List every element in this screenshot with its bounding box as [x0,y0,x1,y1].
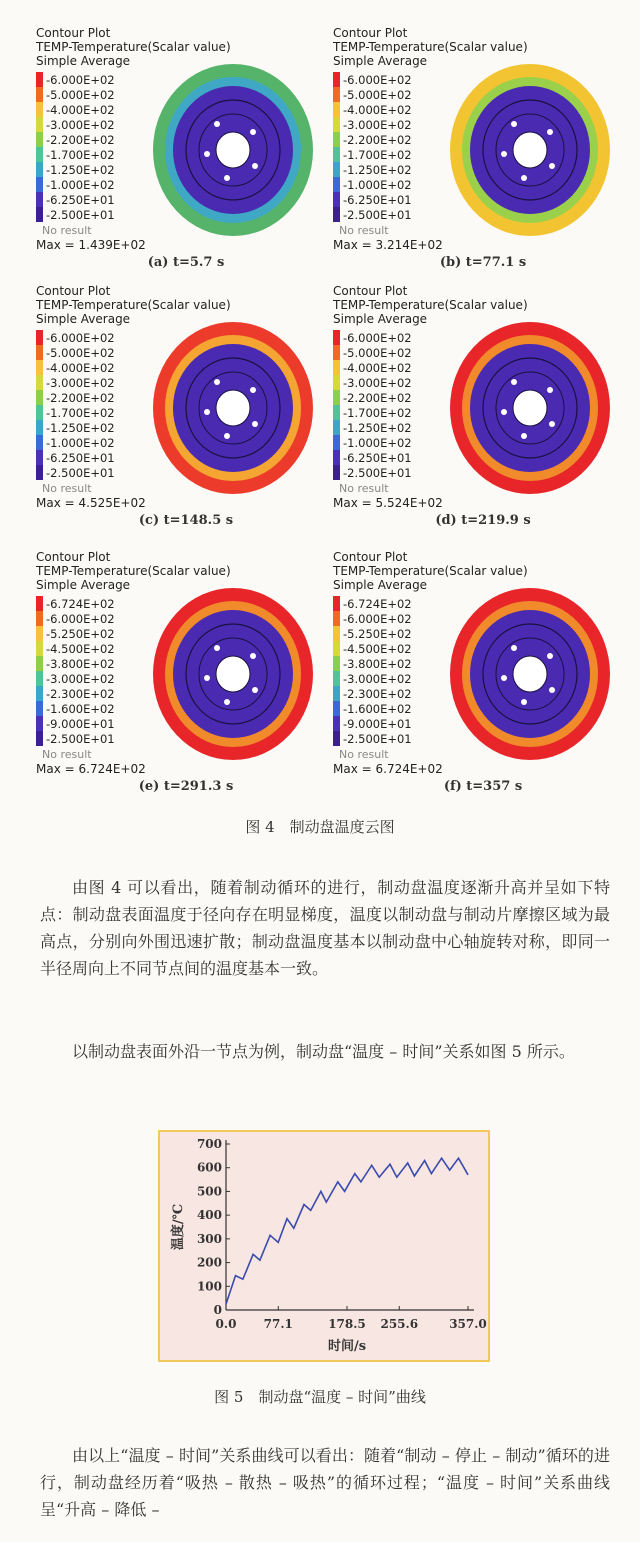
legend-row [333,656,453,671]
paragraph-3: 由以上“温度 – 时间”关系曲线可以看出：随着“制动 – 停止 – 制动”循环的进行，制动盘经历着“吸热 – 散热 – 吸热”的循环过程；“温度 – 时间”关系曲线呈“升高 – 降低 – [40,1446,610,1519]
legend-row [36,177,156,192]
x-tick-label: 0.0 [215,1317,237,1331]
legend-swatch [36,731,43,746]
fig5-caption: 图 5 制动盘“温度 – 时间”曲线 [214,1388,426,1406]
legend-row [36,102,156,117]
legend-row [333,375,453,390]
color-legend [333,72,453,222]
temperature-time-chart [158,1130,490,1362]
legend-header-line3: Simple Average [333,312,428,326]
legend-swatch [333,611,340,626]
legend-row [36,147,156,162]
legend-swatch [333,701,340,716]
bolt-hole [549,163,555,169]
legend-row [36,611,156,626]
legend-value: -3.000E+02 [343,117,412,132]
legend-value: -6.000E+02 [46,611,115,626]
legend-value: -6.000E+02 [343,72,412,87]
legend-swatch [36,390,43,405]
bolt-hole [252,421,258,427]
legend-header-line3: Simple Average [36,312,131,326]
legend-swatch [333,420,340,435]
legend-row [333,626,453,641]
legend-header-line1: Contour Plot [36,26,111,40]
max-value: Max = 5.524E+02 [333,496,443,510]
legend-value: -6.724E+02 [46,596,115,611]
bolt-hole [224,433,230,439]
legend-row [333,177,453,192]
y-tick-label: 300 [196,1231,222,1246]
legend-row [333,671,453,686]
legend-header-line2: TEMP-Temperature(Scalar value) [333,564,528,578]
legend-value: -6.000E+02 [343,330,412,345]
temperature-series-line [226,1158,468,1304]
legend-swatch [36,192,43,207]
subfigure-caption: (f) t=357 s [443,779,523,794]
brake-disc-contour [148,586,318,764]
legend-swatch [333,360,340,375]
legend-row [36,626,156,641]
legend-header-line1: Contour Plot [333,550,408,564]
legend-row [36,671,156,686]
legend-value: -6.250E+01 [46,450,115,465]
legend-value: -2.500E+01 [343,207,412,222]
y-tick-label: 500 [196,1184,222,1199]
legend-swatch [333,671,340,686]
legend-row [36,701,156,716]
legend-row [36,162,156,177]
legend-value: -3.000E+02 [343,671,412,686]
legend-header-line1: Contour Plot [36,550,111,564]
y-axis-label: 温度/℃ [171,1203,186,1251]
legend-row [333,701,453,716]
bolt-hole [204,409,210,415]
legend-row [36,87,156,102]
legend-value: -6.000E+02 [343,611,412,626]
legend-header-line3: Simple Average [333,578,428,592]
contour-panel-c [36,284,336,546]
legend-swatch [333,147,340,162]
y-tick-label: 100 [196,1279,222,1294]
bolt-hole [547,129,553,135]
legend-swatch [36,117,43,132]
center-bore [513,390,547,426]
no-result-label: No result [339,748,389,761]
legend-row [36,375,156,390]
legend-row [333,162,453,177]
x-tick-label: 255.6 [380,1317,419,1331]
legend-header-line2: TEMP-Temperature(Scalar value) [36,564,231,578]
legend-value: -2.200E+02 [46,132,115,147]
subfigure-caption: (e) t=291.3 s [138,779,234,794]
legend-row [333,102,453,117]
legend-row [333,450,453,465]
no-result-label: No result [42,748,92,761]
legend-swatch [333,132,340,147]
legend-value: -5.250E+02 [46,626,115,641]
legend-value: -2.200E+02 [343,390,412,405]
contour-panel-e [36,550,336,812]
legend-value: -5.000E+02 [343,345,412,360]
legend-swatch [333,102,340,117]
legend-row [333,596,453,611]
bolt-hole [214,121,220,127]
x-tick-label: 178.5 [328,1317,366,1331]
legend-value: -1.600E+02 [343,701,412,716]
legend-swatch [333,390,340,405]
contour-panel-b [333,26,633,288]
bolt-hole [521,699,527,705]
legend-row [36,72,156,87]
legend-value: -6.250E+01 [343,192,412,207]
x-tick-label: 357.0 [449,1317,487,1331]
no-result-label: No result [42,482,92,495]
legend-swatch [333,117,340,132]
legend-value: -5.250E+02 [343,626,412,641]
bolt-hole [224,699,230,705]
legend-row [36,330,156,345]
subfigure-caption: (b) t=77.1 s [439,255,527,270]
bolt-hole [547,653,553,659]
legend-swatch [36,147,43,162]
legend-swatch [36,177,43,192]
legend-row [36,450,156,465]
legend-value: -5.000E+02 [46,87,115,102]
legend-swatch [333,641,340,656]
max-value: Max = 3.214E+02 [333,238,443,252]
contour-panel-a [36,26,336,288]
legend-value: -2.500E+01 [343,731,412,746]
legend-swatch [333,626,340,641]
legend-value: -2.500E+01 [343,465,412,480]
legend-swatch [36,641,43,656]
legend-row [333,405,453,420]
subfigure-caption: (c) t=148.5 s [138,513,234,528]
bolt-hole [250,129,256,135]
legend-row [36,390,156,405]
bolt-hole [521,175,527,181]
chart-svg [160,1132,488,1360]
legend-value: -6.000E+02 [46,330,115,345]
legend-swatch [36,420,43,435]
bolt-hole [501,151,507,157]
legend-swatch [333,435,340,450]
max-value: Max = 1.439E+02 [36,238,146,252]
legend-row [333,87,453,102]
legend-row [333,716,453,731]
legend-swatch [333,465,340,480]
legend-swatch [333,405,340,420]
legend-value: -4.000E+02 [343,102,412,117]
y-tick-label: 200 [196,1255,222,1270]
legend-row [36,596,156,611]
legend-value: -1.250E+02 [46,420,115,435]
max-value: Max = 4.525E+02 [36,496,146,510]
contour-panel-d [333,284,633,546]
legend-row [333,731,453,746]
max-value: Max = 6.724E+02 [333,762,443,776]
legend-row [333,72,453,87]
legend-swatch [333,686,340,701]
legend-value: -4.500E+02 [343,641,412,656]
legend-swatch [36,87,43,102]
brake-disc-contour [445,320,615,498]
legend-swatch [36,72,43,87]
legend-row [36,686,156,701]
legend-row [333,435,453,450]
legend-swatch [36,450,43,465]
legend-value: -1.250E+02 [343,420,412,435]
bolt-hole [501,409,507,415]
legend-value: -1.700E+02 [343,405,412,420]
legend-row [333,641,453,656]
legend-row [333,117,453,132]
legend-value: -1.000E+02 [46,435,115,450]
center-bore [216,132,250,168]
legend-row [333,686,453,701]
bolt-hole [549,421,555,427]
bolt-hole [214,379,220,385]
x-tick-label: 77.1 [263,1317,293,1331]
legend-value: -3.800E+02 [46,656,115,671]
legend-row [333,147,453,162]
legend-value: -5.000E+02 [343,87,412,102]
y-tick-label: 0 [213,1303,222,1317]
legend-value: -4.500E+02 [46,641,115,656]
legend-value: -1.000E+02 [343,177,412,192]
legend-swatch [333,656,340,671]
legend-header-line2: TEMP-Temperature(Scalar value) [333,298,528,312]
legend-swatch [333,596,340,611]
legend-value: -3.000E+02 [343,375,412,390]
legend-swatch [333,177,340,192]
legend-row [36,435,156,450]
legend-row [333,345,453,360]
legend-value: -3.000E+02 [46,671,115,686]
legend-swatch [333,192,340,207]
legend-row [333,420,453,435]
bolt-hole [252,687,258,693]
legend-value: -9.000E+01 [46,716,115,731]
legend-row [36,405,156,420]
legend-value: -6.000E+02 [46,72,115,87]
brake-disc-contour [445,62,615,240]
legend-row [36,731,156,746]
legend-row [36,656,156,671]
color-legend [36,72,156,222]
legend-value: -1.600E+02 [46,701,115,716]
legend-swatch [36,405,43,420]
brake-disc-contour [445,586,615,764]
bolt-hole [224,175,230,181]
center-bore [513,132,547,168]
legend-swatch [333,87,340,102]
legend-row [333,330,453,345]
legend-swatch [333,330,340,345]
legend-row [36,117,156,132]
legend-row [36,192,156,207]
bolt-hole [549,687,555,693]
legend-value: -9.000E+01 [343,716,412,731]
legend-header-line3: Simple Average [36,54,131,68]
no-result-label: No result [339,482,389,495]
legend-row [36,420,156,435]
legend-swatch [36,345,43,360]
bolt-hole [511,645,517,651]
legend-header-line3: Simple Average [36,578,131,592]
legend-row [36,360,156,375]
legend-value: -4.000E+02 [46,360,115,375]
legend-value: -1.000E+02 [343,435,412,450]
legend-swatch [36,330,43,345]
subfigure-caption: (d) t=219.9 s [435,513,531,528]
legend-value: -5.000E+02 [46,345,115,360]
legend-header-line2: TEMP-Temperature(Scalar value) [36,298,231,312]
bolt-hole [204,675,210,681]
legend-swatch [333,207,340,222]
center-bore [216,656,250,692]
legend-swatch [333,716,340,731]
legend-swatch [36,701,43,716]
subfigure-caption: (a) t=5.7 s [147,255,225,270]
legend-value: -2.500E+01 [46,731,115,746]
legend-row [333,207,453,222]
legend-value: -1.000E+02 [46,177,115,192]
legend-swatch [36,671,43,686]
legend-value: -2.500E+01 [46,207,115,222]
color-legend [36,596,156,746]
legend-value: -6.250E+01 [46,192,115,207]
legend-swatch [36,465,43,480]
legend-row [333,360,453,375]
brake-disc-contour [148,320,318,498]
legend-row [333,465,453,480]
center-bore [513,656,547,692]
legend-value: -3.000E+02 [46,117,115,132]
legend-value: -6.724E+02 [343,596,412,611]
bolt-hole [252,163,258,169]
legend-row [36,716,156,731]
legend-swatch [333,375,340,390]
legend-swatch [36,435,43,450]
legend-value: -4.000E+02 [343,360,412,375]
bolt-hole [250,653,256,659]
legend-swatch [333,450,340,465]
legend-value: -1.250E+02 [46,162,115,177]
legend-row [36,465,156,480]
legend-value: -2.500E+01 [46,465,115,480]
bolt-hole [521,433,527,439]
bolt-hole [511,121,517,127]
legend-swatch [36,626,43,641]
legend-value: -2.300E+02 [343,686,412,701]
bolt-hole [214,645,220,651]
legend-swatch [36,132,43,147]
legend-header-line3: Simple Average [333,54,428,68]
legend-swatch [333,731,340,746]
legend-value: -1.250E+02 [343,162,412,177]
color-legend [36,330,156,480]
legend-value: -2.200E+02 [343,132,412,147]
legend-row [36,207,156,222]
y-tick-label: 400 [196,1208,222,1223]
legend-value: -4.000E+02 [46,102,115,117]
legend-swatch [36,686,43,701]
paragraph-1: 由图 4 可以看出，随着制动循环的进行，制动盘温度逐渐升高并呈如下特点：制动盘表面温度于径向存在明显梯度，温度以制动盘与制动片摩擦区域为最高点，分别向外围迅速扩散；制动盘温度基本以制动盘中心轴旋转对称，即同一半径周向上不同节点间的温度基本一致。 [40,878,610,978]
legend-swatch [36,656,43,671]
legend-swatch [333,162,340,177]
center-bore [216,390,250,426]
legend-swatch [36,375,43,390]
legend-swatch [36,102,43,117]
legend-swatch [333,72,340,87]
legend-value: -1.700E+02 [46,405,115,420]
legend-row [333,390,453,405]
brake-disc-contour [148,62,318,240]
legend-value: -2.200E+02 [46,390,115,405]
legend-header-line1: Contour Plot [36,284,111,298]
max-value: Max = 6.724E+02 [36,762,146,776]
legend-swatch [36,162,43,177]
bolt-hole [547,387,553,393]
legend-header-line2: TEMP-Temperature(Scalar value) [333,40,528,54]
legend-row [333,132,453,147]
legend-row [36,345,156,360]
contour-panel-f [333,550,633,812]
legend-swatch [36,360,43,375]
legend-value: -6.250E+01 [343,450,412,465]
no-result-label: No result [339,224,389,237]
legend-header-line1: Contour Plot [333,26,408,40]
paragraph-2: 以制动盘表面外沿一节点为例，制动盘“温度 – 时间”关系如图 5 所示。 [72,1042,575,1061]
fig4-caption: 图 4 制动盘温度云图 [245,818,395,836]
x-axis-label: 时间/s [327,1339,367,1354]
legend-header-line2: TEMP-Temperature(Scalar value) [36,40,231,54]
bolt-hole [501,675,507,681]
legend-swatch [36,716,43,731]
color-legend [333,330,453,480]
legend-value: -1.700E+02 [46,147,115,162]
legend-value: -3.000E+02 [46,375,115,390]
color-legend [333,596,453,746]
legend-swatch [36,207,43,222]
legend-row [333,192,453,207]
y-tick-label: 600 [196,1160,222,1175]
legend-swatch [333,345,340,360]
legend-row [36,641,156,656]
legend-value: -3.800E+02 [343,656,412,671]
bolt-hole [204,151,210,157]
y-tick-label: 700 [196,1137,222,1151]
legend-row [333,611,453,626]
legend-swatch [36,596,43,611]
legend-value: -2.300E+02 [46,686,115,701]
legend-swatch [36,611,43,626]
bolt-hole [511,379,517,385]
legend-header-line1: Contour Plot [333,284,408,298]
legend-value: -1.700E+02 [343,147,412,162]
no-result-label: No result [42,224,92,237]
bolt-hole [250,387,256,393]
legend-row [36,132,156,147]
